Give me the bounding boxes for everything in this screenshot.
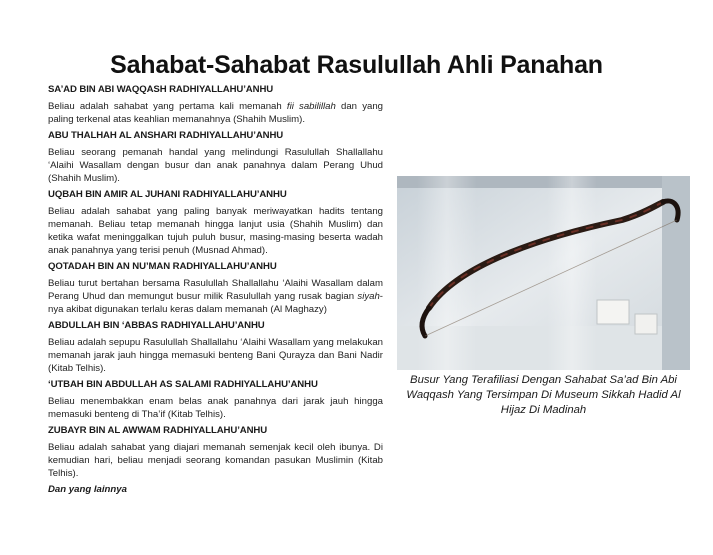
companion-section — [48, 379, 383, 421]
italic-term: fii sabilillah — [286, 101, 336, 112]
companion-section — [48, 425, 383, 480]
description-text: Beliau adalah sahabat yang pertama kali memanah — [48, 101, 287, 112]
companion-section — [48, 261, 383, 316]
companion-section — [48, 189, 383, 257]
companion-description — [48, 146, 383, 185]
description-text: dan yang paling terkenal atas keahlian memanahnya (Shahih Muslim). — [48, 101, 383, 125]
description-text: Beliau adalah sahabat yang paling banyak meriwayatkan hadits tentang memanah. Beliau tetap memanah hingga lanjut usia (Shahih Muslim) dan ketika wafat meninggalkan tujuh puluh busur, masing-masing beserta wadah anak panahnya yang terisi penuh (Musnad Ahmad). — [48, 206, 383, 256]
companion-name-heading: QOTADAH BIN AN NU’MAN RADHIYALLAHU’ANHU — [48, 261, 277, 272]
companion-name-heading: ZUBAYR BIN AL AWWAM RADHIYALLAHU’ANHU — [48, 425, 268, 436]
description-text: Beliau seorang pemanah handal yang melindungi Rasulullah Shallallahu ‘Alaihi Wasallam dengan busur dan anak panahnya dalam Perang Uhud (Shahih Muslim). — [48, 147, 383, 184]
companion-description — [48, 100, 383, 126]
companion-section — [48, 130, 383, 185]
description-text: Beliau menembakkan enam belas anak panahnya dari jarak jauh hingga memasuki benteng di Tha’if (Kitab Telhis). — [48, 396, 383, 420]
description-text: -nya akibat digunakan terlalu keras dalam memanah (Al Maghazy) — [48, 291, 383, 315]
companion-section — [48, 84, 383, 126]
bow-photo — [397, 176, 690, 370]
companion-section — [48, 320, 383, 375]
companion-description — [48, 277, 383, 316]
companion-name-heading: UQBAH BIN AMIR AL JUHANI RADHIYALLAHU’ANHU — [48, 189, 287, 200]
photo-caption: Busur Yang Terafiliasi Dengan Sahabat Sa’ad Bin Abi Waqqash Yang Tersimpan Di Museum Sikkah Hadid Al Hijaz Di Madinah — [406, 374, 681, 416]
page-title: Sahabat-Sahabat Rasulullah Ahli Panahan — [110, 50, 603, 79]
museum-bow-image — [397, 176, 690, 370]
companion-description — [48, 441, 383, 480]
description-text: Beliau adalah sahabat yang diajari memanah semenjak kecil oleh ibunya. Di kemudian hari, beliau menjadi seorang komandan pasukan Muslimin (Kitab Telhis). — [48, 442, 383, 479]
companion-name-heading: ‘UTBAH BIN ABDULLAH AS SALAMI RADHIYALLAHU’ANHU — [48, 379, 318, 390]
companion-description — [48, 395, 383, 421]
italic-term: siyah — [357, 291, 380, 302]
companion-name-heading: ABDULLAH BIN ‘ABBAS RADHIYALLAHU’ANHU — [48, 320, 265, 331]
companion-name-heading: SA’AD BIN ABI WAQQASH RADHIYALLAHU’ANHU — [48, 84, 274, 95]
companions-list — [48, 84, 383, 495]
companion-description — [48, 336, 383, 375]
description-text: Beliau adalah sepupu Rasulullah Shallallahu ‘Alaihi Wasallam yang melakukan memanah jarak jauh hingga memasuki benteng Bani Qurayza dan Bani Nadir (Kitab Telhis). — [48, 337, 383, 374]
companion-description — [48, 205, 383, 257]
closing-note: Dan yang lainnya — [48, 484, 127, 495]
companion-name-heading: ABU THALHAH AL ANSHARI RADHIYALLAHU’ANHU — [48, 130, 284, 141]
description-text: Beliau turut bertahan bersama Rasulullah Shallallahu ‘Alaihi Wasallam dalam Perang Uhud dan memungut busur milik Rasulullah yang rusak bagian — [48, 278, 383, 302]
